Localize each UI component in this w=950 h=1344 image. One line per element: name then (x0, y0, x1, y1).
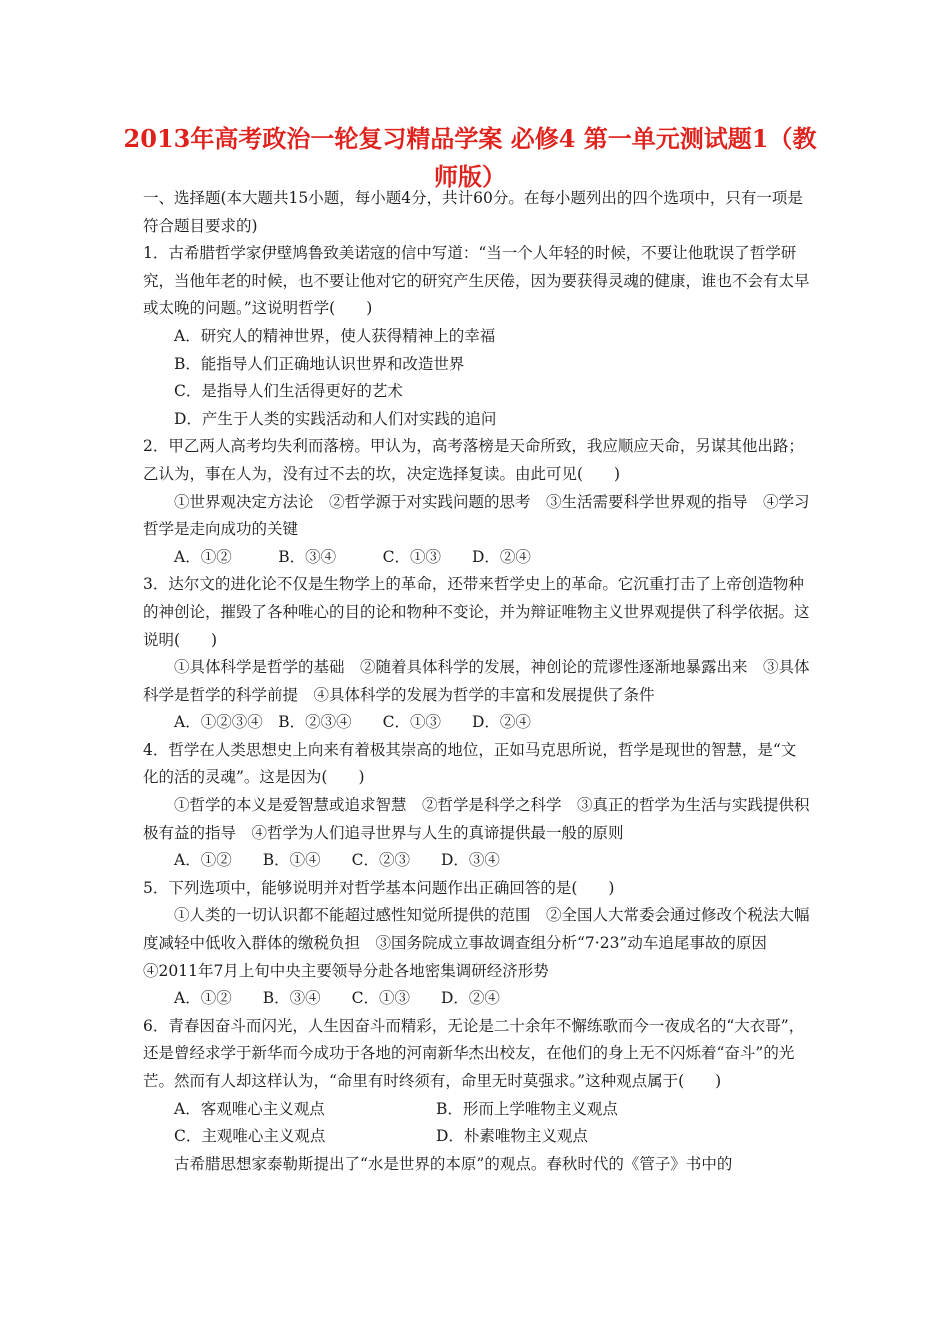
question-1-option-d: D．产生于人类的实践活动和人们对实践的追问 (174, 409, 497, 428)
question-6-stem: 6．青春因奋斗而闪光，人生因奋斗而精彩，无论是二十余年不懈练歌而今一夜成名的“大衣哥”，还是曾经求学于新华而今成功于各地的河南新华杰出校友，在他们的身上无不闪烁着“奋斗”的光芒。然而有人却这样认为，“命里有时终须有，命里无时莫强求。”这种观点属于( ) (143, 1016, 805, 1090)
question-4-options: A．①② B．①④ C．②③ D．③④ (174, 851, 500, 870)
question-6-option-b: B．形而上学唯物主义观点 (436, 1099, 618, 1118)
question-6-options-row-1 (143, 1096, 811, 1124)
question-1-stem: 1．古希腊哲学家伊壁鸠鲁致美诺寇的信中写道：“当一个人年轻的时候，不要让他耽误了哲学研究，当他年老的时候，也不要让他对它的研究产生厌倦，因为要获得灵魂的健康，谁也不会有太早或太晚的问题。”这说明哲学( ) (143, 244, 810, 318)
question-3-items: ①具体科学是哲学的基础 ②随着具体科学的发展，神创论的荒谬性逐渐地暴露出来 ③具体科学是哲学的科学前提 ④具体科学的发展为哲学的丰富和发展提供了条件 (143, 658, 810, 704)
question-6-option-d: D．朴素唯物主义观点 (436, 1127, 588, 1146)
question-4-stem: 4．哲学在人类思想史上向来有着极其崇高的地位，正如马克思所说，哲学是现世的智慧，是“文化的活的灵魂”。这是因为( ) (143, 740, 797, 787)
question-5-options: A．①② B．③④ C．①③ D．②④ (174, 989, 500, 1008)
question-6-option-c: C．主观唯心主义观点 (174, 1127, 326, 1146)
question-1-option-b: B．能指导人们正确地认识世界和改造世界 (174, 354, 465, 373)
document-title: 2013年高考政治一轮复习精品学案 必修4 第一单元测试题1（教师版） (123, 124, 817, 191)
question-3-stem: 3．达尔文的进化论不仅是生物学上的革命，还带来哲学史上的革命。它沉重打击了上帝创造物种的神创论，摧毁了各种唯心的目的论和物种不变论，并为辩证唯物主义世界观提供了科学依据。这说明( ) (143, 575, 810, 649)
question-6-option-a: A．客观唯心主义观点 (174, 1099, 325, 1118)
question-4-items: ①哲学的本义是爱智慧或追求智慧 ②哲学是科学之科学 ③真正的哲学为生活与实践提供积极有益的指导 ④哲学为人们追寻世界与人生的真谛提供最一般的原则 (143, 796, 810, 842)
question-5-stem: 5．下列选项中，能够说明并对哲学基本问题作出正确回答的是( ) (143, 878, 615, 897)
question-3-options: A．①②③④ B．②③④ C．①③ D．②④ (174, 713, 531, 732)
question-7-stem-partial: 古希腊思想家泰勒斯提出了“水是世界的本原”的观点。春秋时代的《管子》书中的 (174, 1154, 733, 1173)
question-5-items: ①人类的一切认识都不能超过感性知觉所提供的范围 ②全国人大常委会通过修改个税法大幅度减轻中低收入群体的缴税负担 ③国务院成立事故调查组分析“7·23”动车追尾事故的原因 ④2011年7月上旬中央主要领导分赴各地密集调研经济形势 (143, 906, 810, 980)
question-2-stem: 2．甲乙两人高考均失利而落榜。甲认为，高考落榜是天命所致，我应顺应天命，另谋其他出路；乙认为，事在人为，没有过不去的坎，决定选择复读。由此可见( ) (143, 437, 804, 483)
question-6-options-row-2 (143, 1123, 811, 1151)
question-2-options: A．①② B．③④ C．①③ D．②④ (174, 547, 531, 566)
question-1-option-a: A．研究人的精神世界，使人获得精神上的幸福 (174, 326, 496, 345)
section-intro: 一、选择题(本大题共15小题，每小题4分，共计60分。在每小题列出的四个选项中，只有一项是符合题目要求的) (143, 189, 803, 235)
question-2-items: ①世界观决定方法论 ②哲学源于对实践问题的思考 ③生活需要科学世界观的指导 ④学习哲学是走向成功的关键 (143, 492, 810, 539)
document-body (143, 185, 811, 1178)
question-1-option-c: C．是指导人们生活得更好的艺术 (174, 382, 403, 401)
